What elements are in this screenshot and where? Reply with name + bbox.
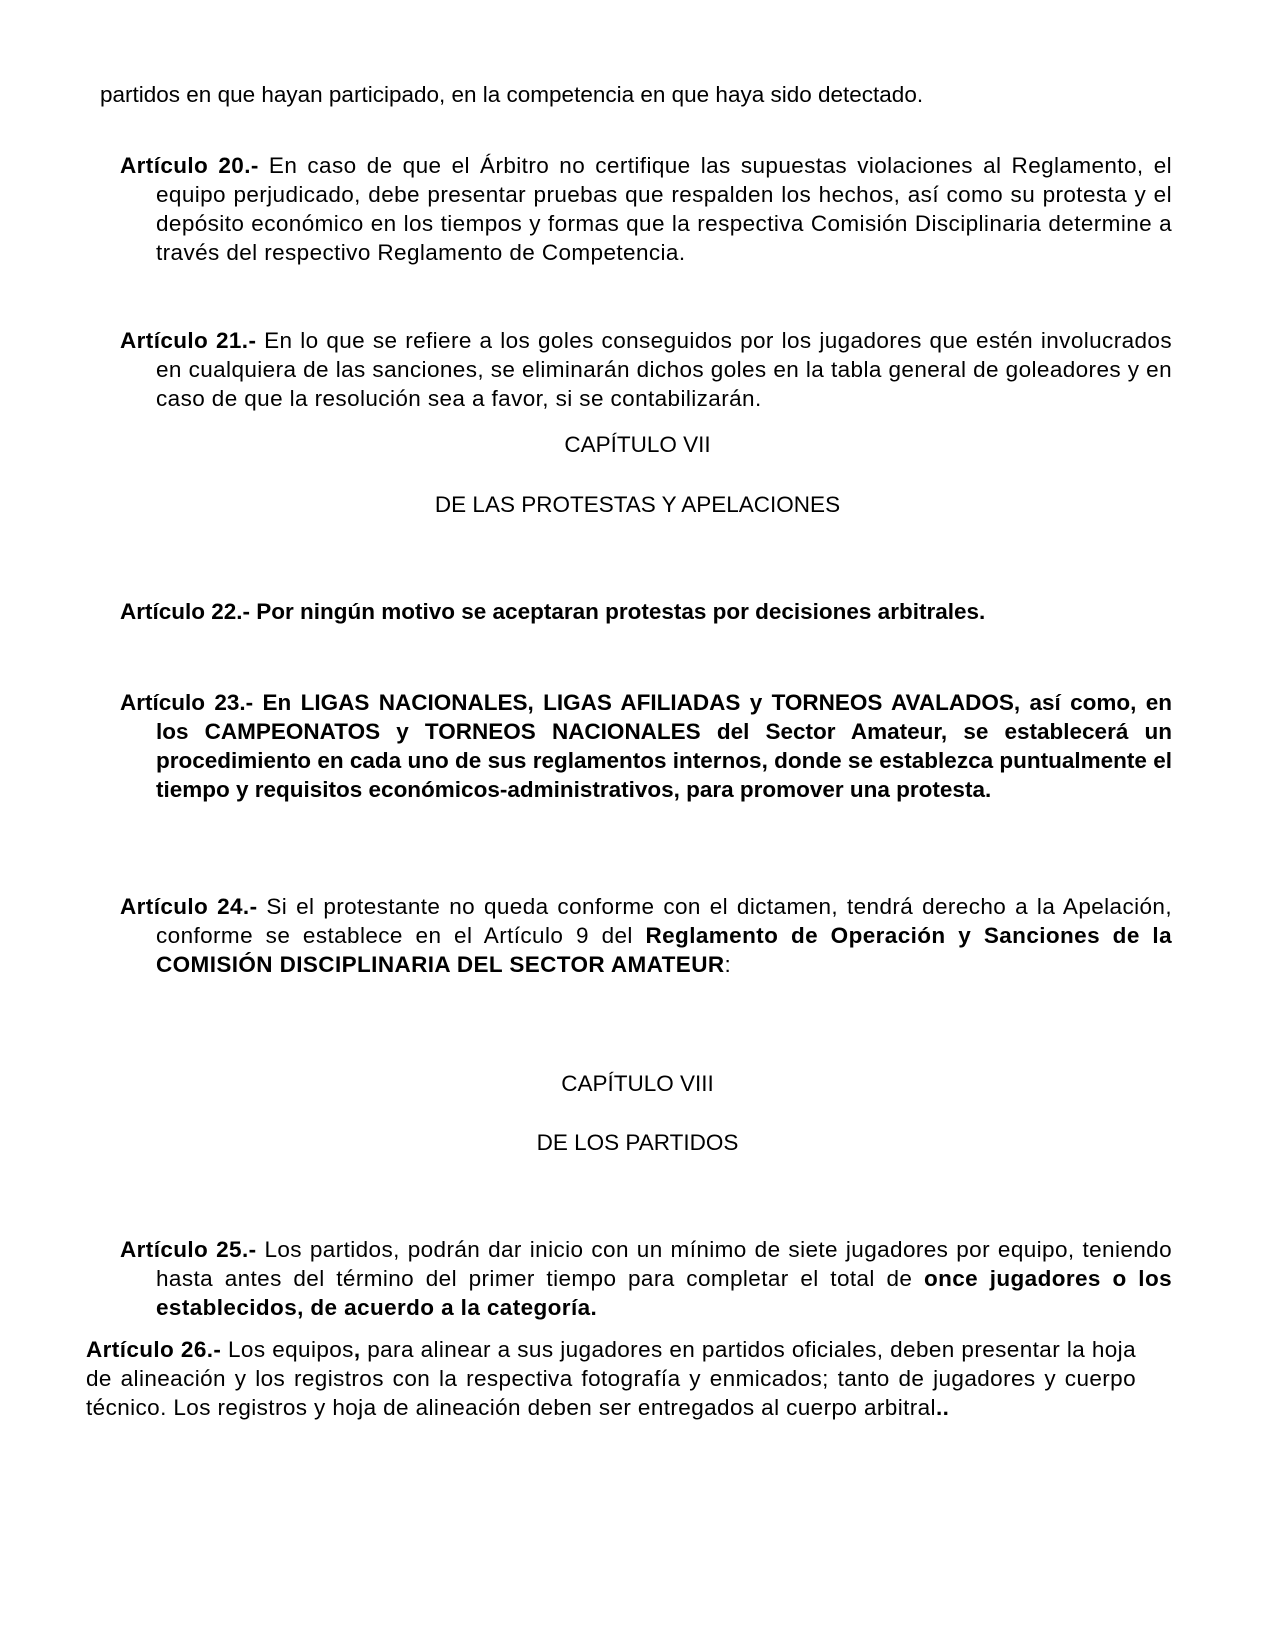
article-22	[120, 597, 1172, 626]
article-25-text: Los partidos, podrán dar inicio con un mínimo de siete jugadores por equipo, teniendo hasta antes del término del primer tiempo para completar el total de	[156, 1237, 1172, 1291]
article-26	[86, 1335, 1136, 1422]
article-20	[120, 151, 1172, 267]
article-24-label: Artículo 24.-	[120, 894, 258, 919]
article-26-end: ..	[935, 1395, 950, 1420]
chapter-8-number: CAPÍTULO VIII	[561, 1071, 714, 1096]
article-23	[120, 688, 1172, 804]
article-24-regulation: Reglamento de Operación y Sanciones de la COMISIÓN DISCIPLINARIA DEL SECTOR AMATEUR	[156, 923, 1172, 977]
article-26-text-2: para alinear a sus jugadores en partidos oficiales, deben presentar la hoja de alineación y los registros con la respectiva fotografía y enmicados; tanto de jugadores y cuerpo técnico. Los registros y hoja de alineación deben ser entregados al cuerpo arbitral	[86, 1337, 1136, 1420]
article-21-label: Artículo 21.-	[120, 328, 257, 353]
article-23-text: En LIGAS NACIONALES, LIGAS AFILIADAS y TORNEOS AVALADOS, así como, en los CAMPEONATOS y TORNEOS NACIONALES del Sector Amateur, se establecerá un procedimiento en cada uno de sus reglamentos internos, donde se establezca puntualmente el tiempo y requisitos económicos-administrativos, para promover una protesta.	[156, 690, 1172, 802]
article-25	[120, 1235, 1172, 1322]
article-26-comma: ,	[353, 1337, 361, 1362]
article-25-bold: once jugadores o los establecidos, de acuerdo a la categoría.	[156, 1266, 1172, 1320]
article-22-label: Artículo 22.-	[120, 599, 251, 624]
article-23-label: Artículo 23.-	[120, 690, 254, 715]
chapter-7-title: DE LAS PROTESTAS Y APELACIONES	[434, 492, 841, 517]
article-21-text: En lo que se refiere a los goles conseguidos por los jugadores que estén involucrados en cualquiera de las sanciones, se eliminarán dichos goles en la tabla general de goleadores y en caso de que la resolución sea a favor, si se contabilizarán.	[156, 328, 1172, 411]
article-26-text: Los equipos	[221, 1337, 354, 1362]
article-24	[120, 892, 1172, 979]
article-24-end: :	[724, 952, 732, 977]
article-25-label: Artículo 25.-	[120, 1237, 257, 1262]
article-22-text: Por ningún motivo se aceptaran protestas por decisiones arbitrales.	[250, 599, 986, 624]
chapter-7-number: CAPÍTULO VII	[564, 432, 711, 457]
chapter-8-title: DE LOS PARTIDOS	[536, 1130, 739, 1155]
article-26-label: Artículo 26.-	[86, 1337, 222, 1362]
article-21	[120, 326, 1172, 413]
continuation-line: partidos en que hayan participado, en la competencia en que haya sido detectado.	[100, 82, 924, 107]
article-20-label: Artículo 20.-	[120, 153, 259, 178]
article-24-text: Si el protestante no queda conforme con el dictamen, tendrá derecho a la Apelación, conforme se establece en el Artículo 9 del	[156, 894, 1172, 948]
article-20-text: En caso de que el Árbitro no certifique las supuestas violaciones al Reglamento, el equipo perjudicado, debe presentar pruebas que respalden los hechos, así como su protesta y el depósito económico en los tiempos y formas que la respectiva Comisión Disciplinaria determine a través del respectivo Reglamento de Competencia.	[156, 153, 1173, 265]
